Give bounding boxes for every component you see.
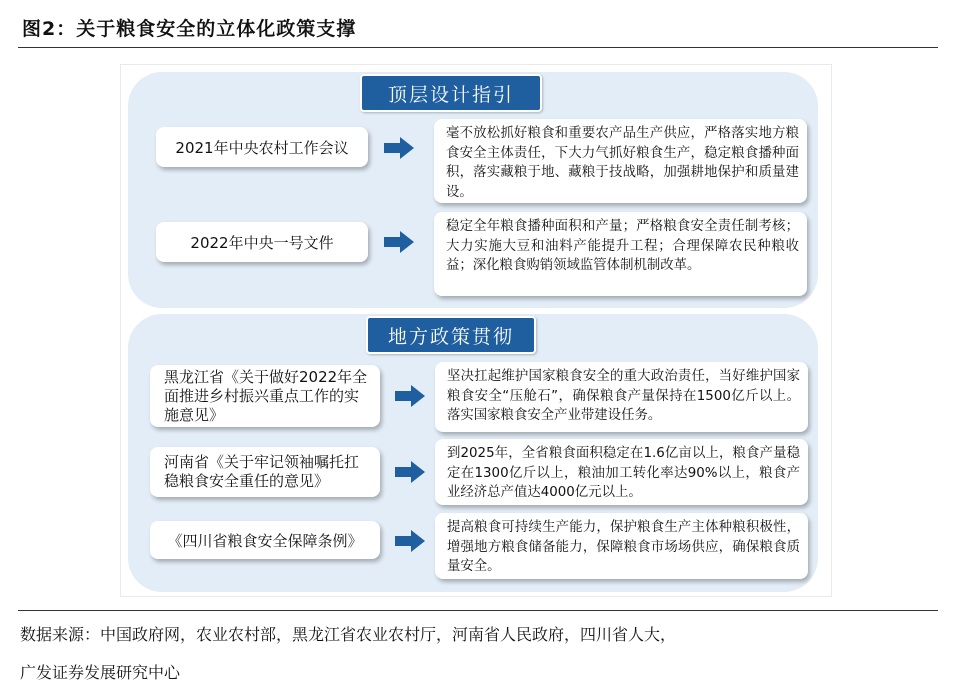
right-arrow-icon: [395, 530, 425, 552]
description-box-2022-no1-document: 稳定全年粮食播种面积和产量；严格粮食安全责任制考核；大力实施大豆和油料产能提升工程；合理保障农民种粮收益；深化粮食购销领域监管体制机制改革。: [434, 212, 807, 296]
data-source-line-1: 数据来源：中国政府网，农业农村部，黑龙江省农业农村厅，河南省人民政府，四川省人大，: [20, 625, 677, 644]
data-source-line-2: 广发证券发展研究中心: [20, 663, 181, 682]
section-header-top-level-design: 顶层设计指引: [360, 74, 542, 112]
right-arrow-icon: [395, 385, 425, 407]
bottom-divider: [18, 610, 938, 611]
source-box-heilongjiang: 黑龙江省《关于做好2022年全面推进乡村振兴重点工作的实施意见》: [150, 365, 380, 427]
description-box-heilongjiang: 坚决扛起维护国家粮食安全的重大政治责任，当好维护国家粮食安全“压舱石”，确保粮食产量保持在1500亿斤以上。落实国家粮食安全产业带建设任务。: [435, 362, 808, 432]
description-box-2021-central-rural-work-conference: 毫不放松抓好粮食和重要农产品生产供应，严格落实地方粮食安全主体责任，下大力气抓好粮食生产，稳定粮食播种面积，落实藏粮于地、藏粮于技战略，加强耕地保护和质量建设。: [434, 119, 807, 203]
source-box-henan: 河南省《关于牢记领袖嘱托扛稳粮食安全重任的意见》: [150, 447, 380, 497]
right-arrow-icon: [395, 461, 425, 483]
section-header-local-policy: 地方政策贯彻: [366, 316, 536, 354]
description-box-sichuan: 提高粮食可持续生产能力，保护粮食生产主体种粮积极性，增强地方粮食储备能力，保障粮食市场场供应，确保粮食质量安全。: [435, 513, 808, 579]
figure-title: 图2：关于粮食安全的立体化政策支撑: [22, 18, 357, 40]
source-box-sichuan: 《四川省粮食安全保障条例》: [150, 521, 380, 559]
source-box-2021-central-rural-work-conference: 2021年中央农村工作会议: [156, 127, 368, 167]
source-box-2022-no1-document: 2022年中央一号文件: [156, 222, 368, 262]
right-arrow-icon: [384, 137, 414, 159]
top-divider: [18, 47, 938, 48]
right-arrow-icon: [384, 231, 414, 253]
description-box-henan: 到2025年，全省粮食面积稳定在1.6亿亩以上，粮食产量稳定在1300亿斤以上，粮油加工转化率达90%以上，粮食产业经济总产值达4000亿元以上。: [435, 439, 808, 505]
